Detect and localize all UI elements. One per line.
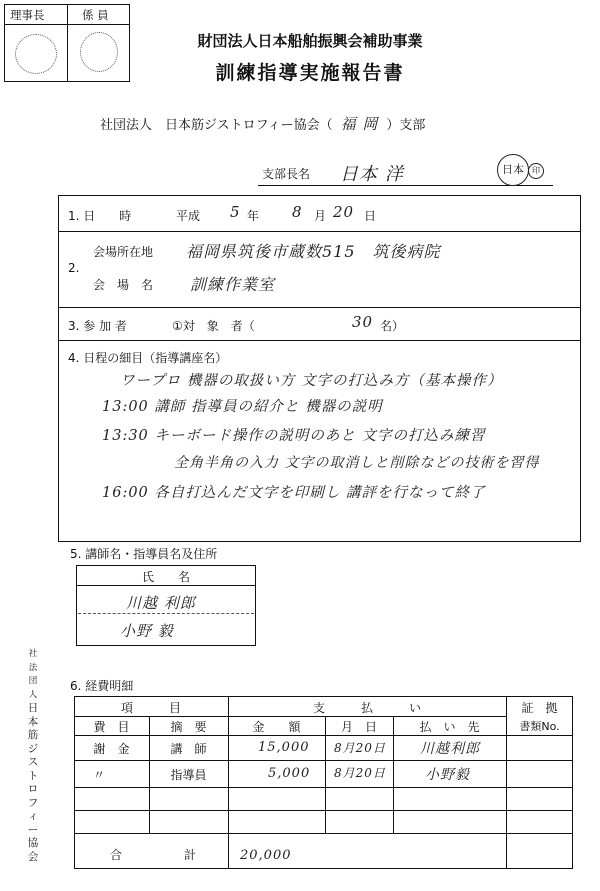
total-label-b: 計	[184, 848, 197, 862]
count-suffix: 名）	[380, 319, 405, 333]
expense-head-split	[74, 716, 506, 717]
venue-name-label: 会 場 名	[93, 278, 154, 292]
seal-mark-text: 印	[532, 166, 540, 175]
row2-summary: 指導員	[170, 768, 207, 782]
schedule-line-3: 13:30 キーボード操作の説明のあと 文字の打込み練習	[102, 428, 486, 444]
chief-seal	[497, 154, 529, 186]
row1-payee: 川越利郎	[420, 741, 480, 757]
side-char: ス	[27, 756, 39, 768]
row2-date: 8月20日	[334, 766, 386, 780]
side-char: 本	[27, 715, 39, 728]
expense-row-1	[74, 735, 573, 736]
date-label: 1. 日 時	[68, 209, 132, 223]
side-org-text	[26, 648, 40, 864]
side-char: 団人	[28, 676, 38, 700]
row2-payee: 小野毅	[425, 767, 470, 783]
schedule-line-1: ワープロ 機器の取扱い方 文字の打込み方（基本操作）	[120, 373, 503, 389]
venue-address: 福岡県筑後市蔵数515 筑後病院	[186, 242, 441, 261]
schedule-label: 4. 日程の細目（指導講座名）	[68, 351, 228, 365]
instructor-row-divider	[78, 613, 254, 614]
date-era: 平成	[176, 209, 201, 223]
side-char: ト	[27, 769, 39, 782]
date-day: 20	[333, 203, 355, 221]
date-month-unit: 月	[314, 209, 327, 223]
target-label: ①対 象 者（	[172, 319, 255, 333]
participant-count: 30	[352, 313, 374, 331]
col-cost: 費 目	[93, 720, 130, 734]
side-char: 日	[27, 702, 39, 714]
expense-row-5	[74, 833, 573, 834]
side-char: 筋	[27, 729, 39, 741]
expense-row-2	[74, 760, 573, 761]
side-char: ジ	[27, 742, 39, 755]
side-char: フ	[27, 796, 39, 809]
schedule-line-4: 全角半角の入力 文字の取消しと削除などの技術を習得	[174, 455, 540, 471]
side-char: 社法	[28, 649, 38, 673]
instructor-name-1: 川越 利郎	[126, 594, 196, 612]
association-suffix: ）支部	[386, 118, 426, 133]
total-label-a: 合	[110, 848, 123, 862]
seal-mark	[528, 163, 544, 179]
schedule-line-2: 13:00 講師 指導員の紹介と 機器の説明	[102, 399, 383, 415]
approval-header-line	[4, 24, 130, 25]
org-line: 財団法人日本船舶振興会補助事業	[197, 32, 423, 50]
row-line-3	[58, 340, 581, 341]
row1-summary: 講 師	[170, 742, 207, 756]
approval-staff-label: 係 員	[82, 8, 109, 22]
approval-divider	[67, 4, 68, 82]
expense-head-payment: 支 払 い	[312, 701, 421, 715]
schedule-line-5: 16:00 各自打込んだ文字を印刷し 講評を行なって終了	[102, 485, 486, 501]
venue-name: 訓練作業室	[190, 275, 276, 294]
side-char: 協	[27, 837, 39, 849]
col-summary: 摘 要	[170, 720, 207, 734]
expense-head-proof-no: 書類No.	[519, 720, 560, 733]
head-seal	[15, 34, 57, 74]
row2-cost: 〃	[93, 768, 106, 782]
expense-row-4	[74, 810, 573, 811]
chief-label: 支部長名	[262, 167, 311, 181]
side-char: 会	[27, 850, 39, 863]
date-month: 8	[292, 203, 303, 221]
instructor-name-2: 小野 毅	[120, 622, 174, 640]
row1-cost: 謝 金	[93, 742, 130, 756]
col-date: 月 日	[340, 720, 377, 734]
expense-head-item: 項 目	[120, 701, 181, 715]
staff-seal	[80, 32, 118, 72]
instructor-header-line	[76, 585, 256, 586]
participants-label: 3. 参 加 者	[68, 319, 127, 333]
col-amount: 金 額	[252, 720, 301, 734]
side-char: ロ	[27, 783, 39, 795]
venue-address-label: 会場所在地	[93, 245, 154, 259]
date-year-unit: 年	[247, 209, 260, 223]
row1-date: 8月20日	[334, 741, 386, 755]
page-title: 訓練指導実施報告書	[215, 62, 405, 84]
date-year: 5	[230, 203, 241, 221]
branch-name: 福 岡	[340, 115, 379, 133]
side-char: ィ	[27, 810, 39, 822]
side-char: ー	[27, 823, 39, 836]
row-line-2	[58, 307, 581, 308]
expense-head-proof: 証 拠	[521, 701, 558, 715]
approval-head-label: 理事長	[10, 8, 45, 22]
venue-number: 2.	[68, 261, 80, 275]
instructor-name-header: 氏 名	[141, 570, 190, 584]
date-day-unit: 日	[364, 209, 377, 223]
association-line	[100, 113, 425, 134]
chief-name: 日本 洋	[340, 164, 404, 185]
row2-amount: 5,000	[268, 766, 311, 781]
row1-amount: 15,000	[258, 740, 310, 755]
total-amount: 20,000	[240, 848, 292, 863]
row-line-1	[58, 231, 581, 232]
instructor-section-label: 5. 講師名・指導員名及住所	[70, 547, 218, 561]
association-prefix: 社団法人 日本筋ジストロフィー協会（	[100, 118, 333, 133]
expense-row-3	[74, 787, 573, 788]
chief-seal-text: 日本	[502, 163, 524, 176]
expense-section-label: 6. 経費明細	[70, 679, 134, 693]
col-payee: 払 い 先	[419, 720, 480, 734]
